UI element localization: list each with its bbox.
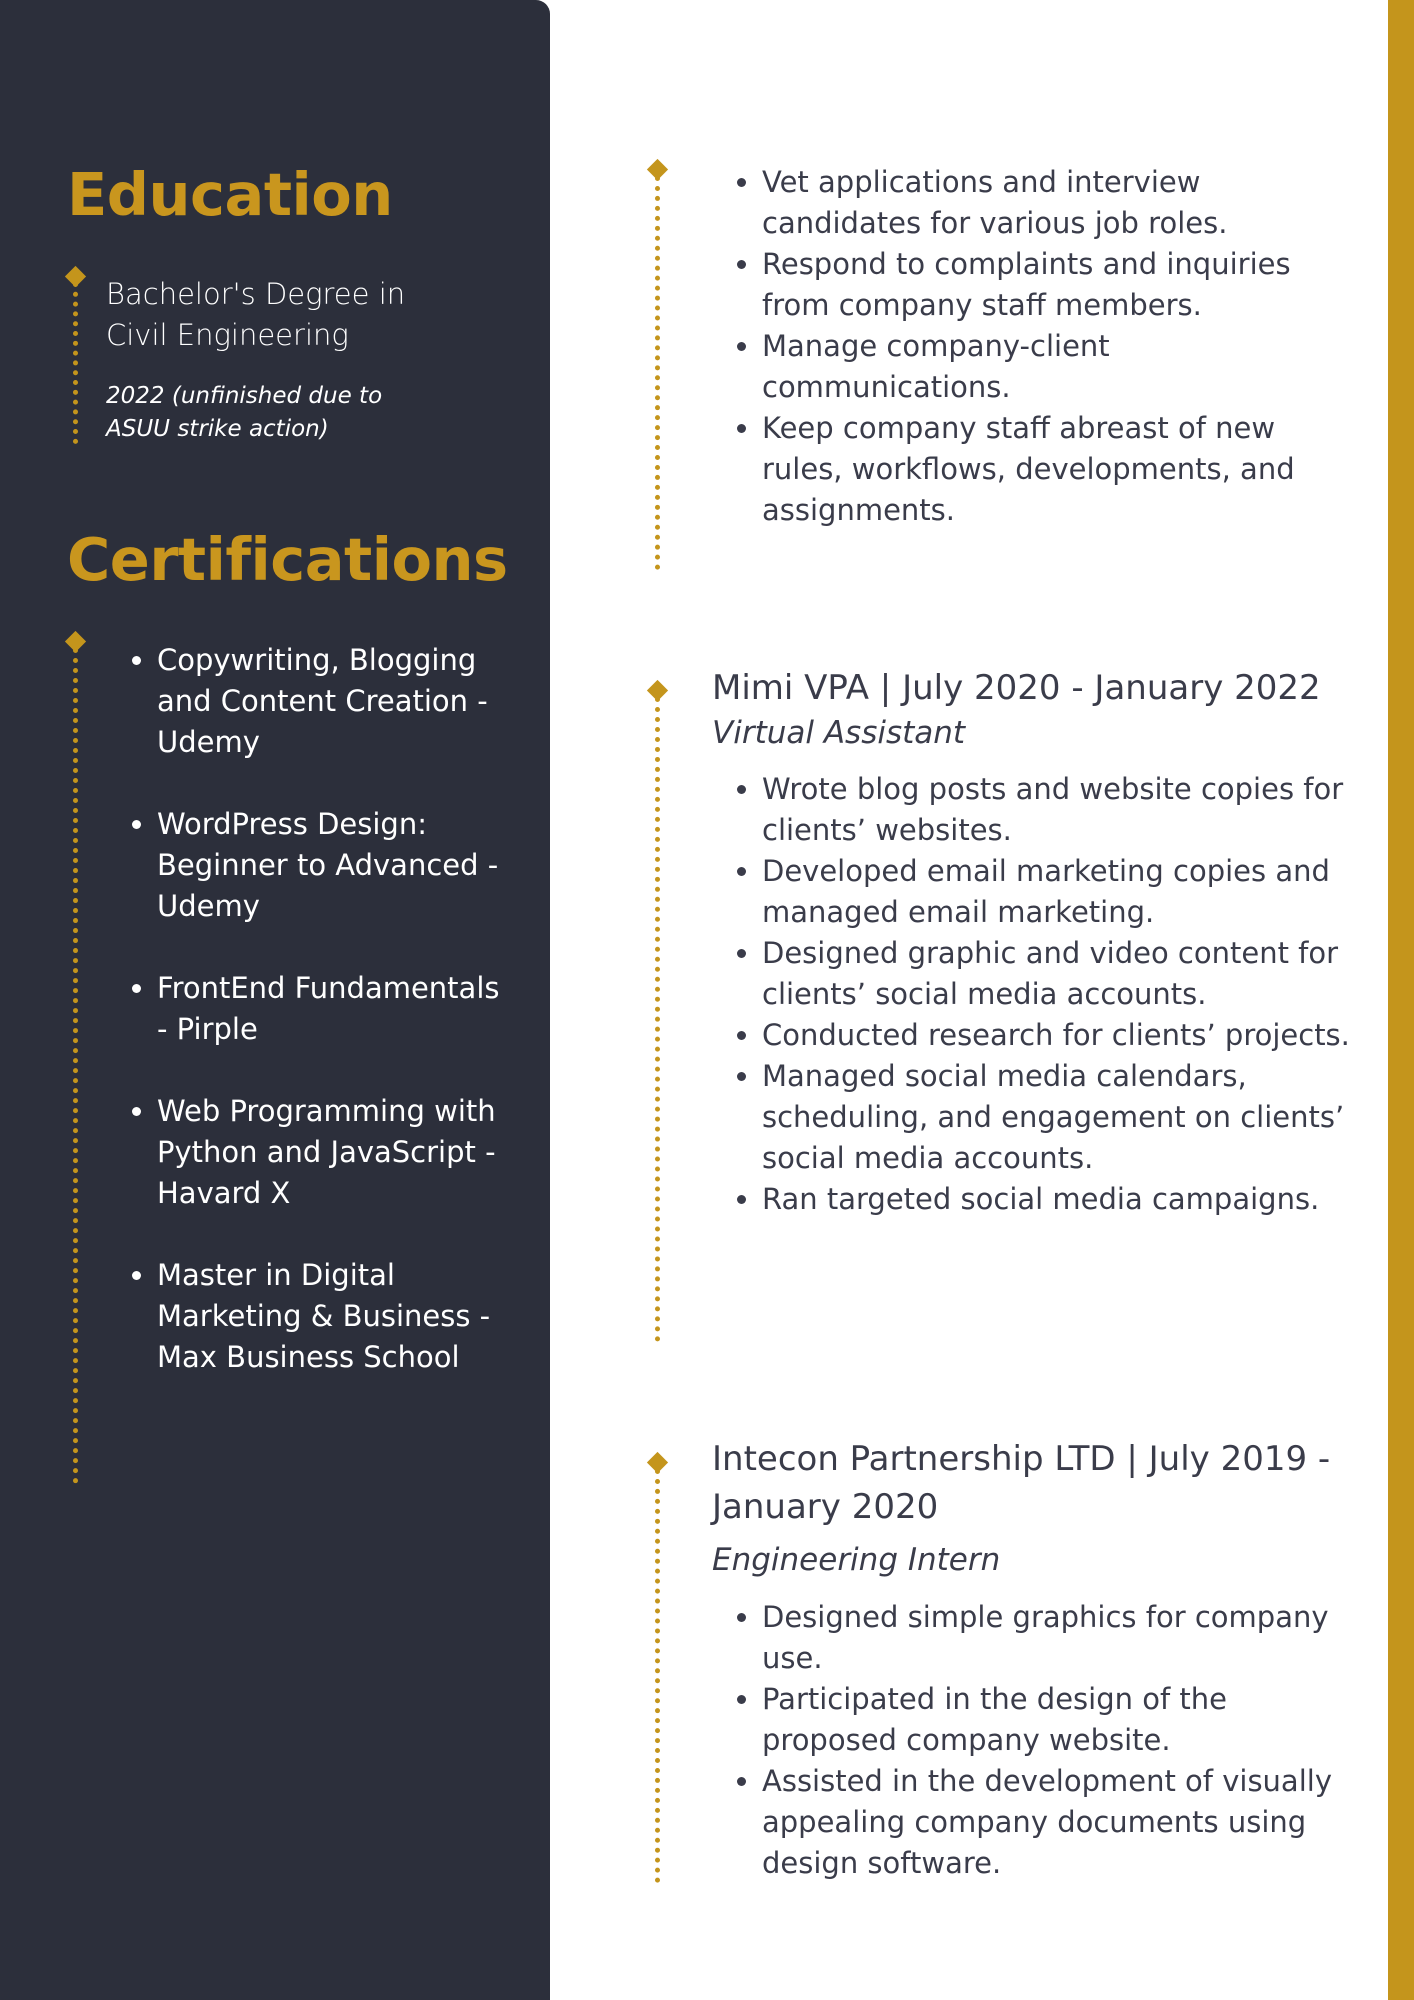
job-bullet: • Designed simple graphics for company use. xyxy=(762,1597,1362,1679)
job-bullet: • Wrote blog posts and website copies for clients’ websites. xyxy=(762,769,1362,851)
certification-item: • Copywriting, Blogging and Content Creation - Udemy xyxy=(157,640,517,763)
job-bullet: • Keep company staff abreast of new rules, workflows, developments, and assignments. xyxy=(762,408,1362,531)
job-2-role: Virtual Assistant xyxy=(712,715,966,751)
job-bullet: • Designed graphic and video content for clients’ social media accounts. xyxy=(762,933,1362,1015)
job-1-timeline-line xyxy=(655,176,660,570)
certifications-list xyxy=(122,640,517,1378)
job-3-timeline-line xyxy=(655,1469,660,1883)
job-2-timeline-line xyxy=(655,697,660,1342)
job-bullet: • Vet applications and interview candidates for various job roles. xyxy=(762,162,1362,244)
certifications-timeline-line xyxy=(73,648,78,1484)
job-bullet: • Ran targeted social media campaigns. xyxy=(762,1179,1362,1220)
job-bullet: • Conducted research for clients’ projects. xyxy=(762,1015,1362,1056)
job-2-heading: Mimi VPA | July 2020 - January 2022 xyxy=(712,668,1321,708)
job-bullet: • Developed email marketing copies and managed email marketing. xyxy=(762,851,1362,933)
certification-item: • Web Programming with Python and JavaScript - Havard X xyxy=(157,1091,517,1214)
certification-item: • FrontEnd Fundamentals - Pirple xyxy=(157,968,517,1050)
education-heading: Education xyxy=(67,160,393,229)
job-1-bullets xyxy=(726,162,1362,531)
certification-item: • Master in Digital Marketing & Business - Max Business School xyxy=(157,1255,517,1378)
certification-item: • WordPress Design: Beginner to Advanced - Udemy xyxy=(157,804,517,927)
accent-bar xyxy=(1388,0,1414,2000)
job-3-role: Engineering Intern xyxy=(712,1542,1001,1578)
certifications-heading: Certifications xyxy=(67,525,508,594)
job-bullet: • Managed social media calendars, scheduling, and engagement on clients’ social media accounts. xyxy=(762,1056,1362,1179)
job-2-bullets xyxy=(726,769,1362,1220)
education-timeline-line xyxy=(73,282,78,444)
education-note: 2022 (unfinished due to ASUU strike action) xyxy=(106,383,383,442)
job-3-bullets xyxy=(726,1597,1362,1884)
job-bullet: • Participated in the design of the proposed company website. xyxy=(762,1679,1362,1761)
education-degree: Bachelor's Degree in Civil Engineering xyxy=(106,277,406,352)
job-bullet: • Manage company-client communications. xyxy=(762,326,1362,408)
job-bullet: • Assisted in the development of visually appealing company documents using design software. xyxy=(762,1761,1362,1884)
job-3-heading: Intecon Partnership LTD | July 2019 - January 2020 xyxy=(712,1439,1331,1527)
job-bullet: • Respond to complaints and inquiries from company staff members. xyxy=(762,244,1362,326)
